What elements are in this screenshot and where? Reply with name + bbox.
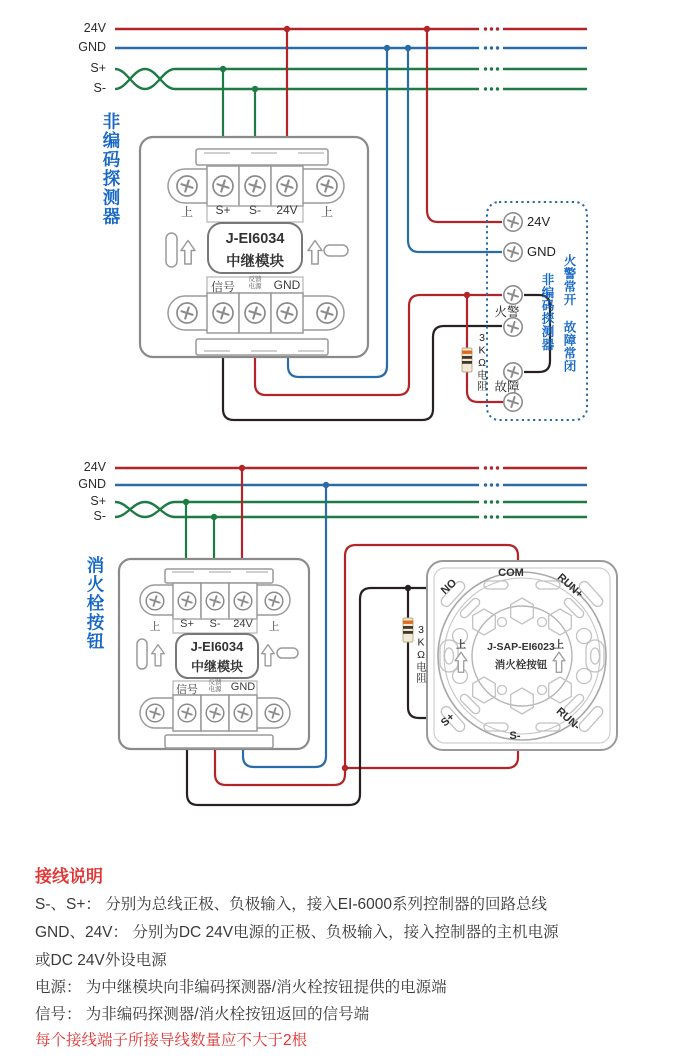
terminal-label-splus: S+ xyxy=(215,203,231,217)
screw-terminal-det-24v xyxy=(504,213,522,231)
screw-terminal-signal xyxy=(213,303,233,323)
notes-line-1: S-、S+： 分别为总线正极、负极输入，接入EI-6000系列控制器的回路总线 xyxy=(35,896,547,913)
relay-module-bottom xyxy=(119,559,309,749)
hydrant-label-no: NO xyxy=(438,577,460,597)
screw-terminal-sminus xyxy=(245,176,265,196)
screw-terminal-gnd xyxy=(234,704,252,722)
bus-label-24v-bottom: 24V xyxy=(83,460,106,474)
screw-terminal xyxy=(146,704,164,722)
terminal-label: 上 xyxy=(320,205,333,219)
screw-terminal xyxy=(317,303,337,323)
terminal-label-splus: S+ xyxy=(180,618,194,630)
detector-note-device: 非编码探测器 xyxy=(540,273,554,351)
detector-label-fire: 火警 xyxy=(494,305,520,319)
terminal-label: 上 xyxy=(268,621,280,633)
terminal-label-gnd: GND xyxy=(230,681,256,693)
hydrant-label-run-minus: RUN- xyxy=(553,705,583,733)
bus-label-sminus-bottom: S- xyxy=(93,509,106,523)
hydrant-up-mark: 上 xyxy=(554,640,564,651)
terminal-label-sminus: S- xyxy=(249,203,261,217)
detector-note-contact-state: 火警常开 故障常闭 xyxy=(562,254,576,373)
screw-terminal xyxy=(317,176,337,196)
bus-label-splus-top: S+ xyxy=(90,61,106,75)
terminal-label-gnd: GND xyxy=(273,278,301,292)
bus-label-24v-top: 24V xyxy=(83,21,106,35)
screw-terminal-feedback xyxy=(206,704,224,722)
bus-lines-top xyxy=(115,27,587,90)
bus-label-sminus-top: S- xyxy=(93,81,106,95)
module-model: J-EI6034 xyxy=(190,639,244,654)
screw-terminal-fire-b xyxy=(504,318,522,336)
hydrant-model: J-SAP-EI6023 xyxy=(487,641,555,653)
screw-terminal xyxy=(265,704,283,722)
terminal-label: 上 xyxy=(149,621,161,633)
screw-terminal-splus xyxy=(178,592,196,610)
screw-terminal-fault-b xyxy=(504,393,522,411)
terminal-label-24v: 24V xyxy=(233,618,253,630)
bus-label-gnd-top: GND xyxy=(78,40,106,54)
hydrant-label-s-plus: S+ xyxy=(438,710,458,730)
terminal-label-signal: 信号 xyxy=(210,280,235,294)
screw-terminal-signal xyxy=(178,704,196,722)
module-name: 中继模块 xyxy=(190,659,243,674)
resistor-label-top: 3KΩ电阻 xyxy=(476,332,488,392)
hydrant-button-base xyxy=(427,561,617,750)
bus-label-splus-bottom: S+ xyxy=(90,494,106,508)
detector-label-fault: 故障 xyxy=(494,380,520,394)
notes-title: 接线说明 xyxy=(35,867,103,886)
screw-terminal-24v xyxy=(277,176,297,196)
bus-label-gnd-bottom: GND xyxy=(78,477,106,491)
terminal-label-feedback: 反馈 电源 xyxy=(248,276,262,290)
hydrant-up-mark: 上 xyxy=(456,640,466,651)
resistor-3k-top xyxy=(462,348,472,372)
hydrant-name: 消火栓按钮 xyxy=(494,659,548,671)
screw-terminal-splus xyxy=(213,176,233,196)
screw-terminal xyxy=(177,303,197,323)
notes-line-3: 或DC 24V外设电源 xyxy=(35,952,167,969)
side-label-hydrant: 消火栓按钮 xyxy=(85,556,105,651)
hydrant-label-com: COM xyxy=(498,567,524,579)
screw-terminal-det-gnd xyxy=(504,243,522,261)
screw-terminal xyxy=(265,592,283,610)
terminal-label-feedback: 反馈 电源 xyxy=(208,679,222,693)
detector-label-24v: 24V xyxy=(527,214,551,229)
resistor-label-bottom: 3KΩ电阻 xyxy=(415,624,427,684)
screw-terminal xyxy=(146,592,164,610)
screw-terminal xyxy=(177,176,197,196)
detector-label-gnd: GND xyxy=(527,244,556,259)
terminal-label-signal: 信号 xyxy=(176,684,198,696)
terminal-label-sminus: S- xyxy=(209,618,221,630)
terminal-label: 上 xyxy=(180,205,193,219)
module-model: J-EI6034 xyxy=(225,231,285,247)
screw-terminal-sminus xyxy=(206,592,224,610)
relay-module-top xyxy=(140,137,368,357)
hydrant-label-s-minus: S- xyxy=(509,730,521,742)
notes-line-4: 电源： 为中继模块向非编码探测器/消火栓按钮提供的电源端 xyxy=(35,979,447,996)
notes-line-2: GND、24V： 分别为DC 24V电源的正极、负极输入，接入控制器的主机电源 xyxy=(35,924,559,941)
screw-terminal-24v xyxy=(234,592,252,610)
terminal-label-24v: 24V xyxy=(276,203,298,217)
notes-warning: 每个接线端子所接导线数量应不大于2根 xyxy=(35,1032,308,1049)
notes-line-5: 信号： 为非编码探测器/消火栓按钮返回的信号端 xyxy=(35,1006,370,1023)
module-name: 中继模块 xyxy=(226,254,284,270)
side-label-detector: 非编码探测器 xyxy=(101,112,121,226)
screw-terminal-feedback xyxy=(245,303,265,323)
hydrant-label-run-plus: RUN+ xyxy=(554,571,586,601)
resistor-3k-bottom xyxy=(403,618,413,642)
screw-terminal-gnd xyxy=(277,303,297,323)
